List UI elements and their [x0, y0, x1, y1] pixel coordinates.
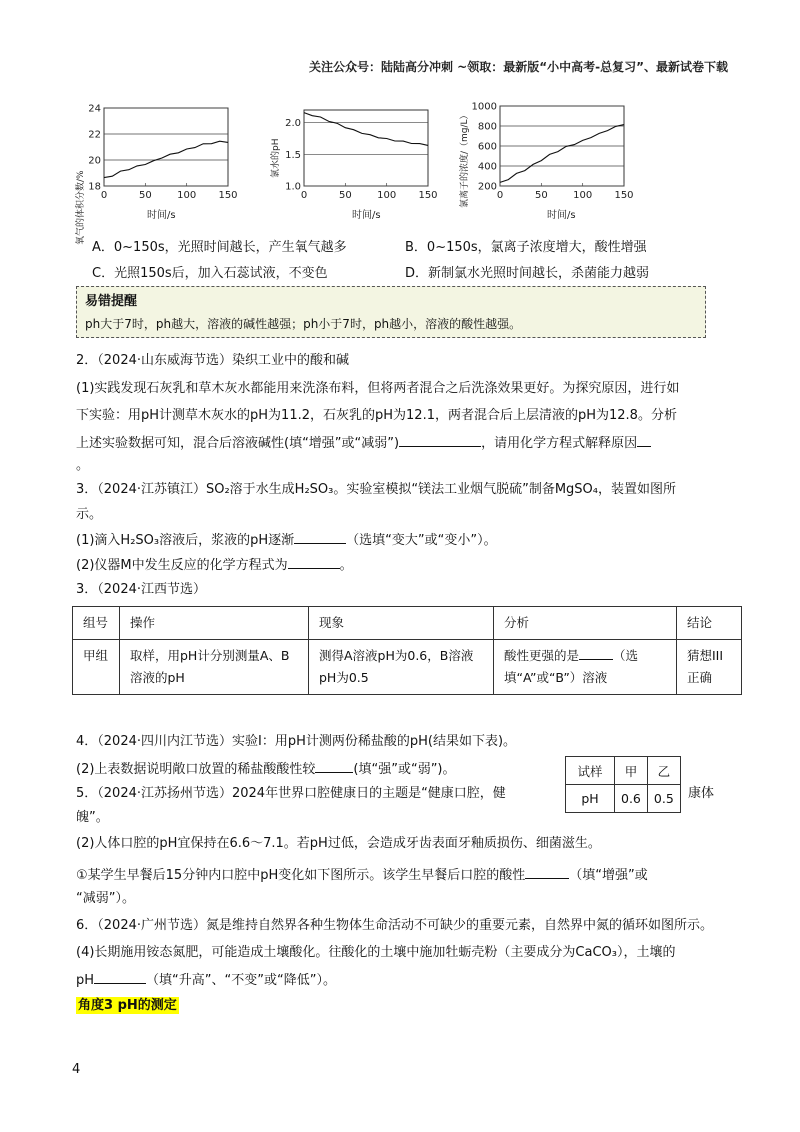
error-tip-box — [76, 286, 706, 338]
chloride-ylabel: 氯离子的浓度/（mg/L） — [460, 110, 470, 208]
q4-line1 — [76, 760, 456, 778]
oxygen-ytick-label: 22 — [88, 129, 101, 141]
q3b-title: 3．（2024·江西节选） — [76, 582, 206, 597]
q2-line4: 。 — [76, 458, 90, 473]
q4-line1-text-b: (填“强”或“弱”)。 — [353, 762, 456, 777]
tip-title: 易错提醒 — [85, 294, 138, 309]
tip-text: ph大于7时，ph越大，溶液的碱性越强；ph小于7时，ph越小，溶液的酸性越强。 — [85, 317, 522, 331]
oxygen-xtick-label: 0 — [100, 190, 108, 201]
oxygen-ylabel: 氧气的体积分数/% — [76, 170, 86, 245]
q2-blank-1[interactable] — [399, 434, 481, 447]
header-analysis: 分析 — [494, 607, 677, 640]
q2-blank-2[interactable] — [637, 434, 651, 447]
sample-header: 试样 — [566, 757, 615, 785]
header-conclusion: 结论 — [677, 607, 742, 640]
option-c: C．光照150s后，加入石蕊试液，不变色 — [92, 266, 328, 281]
sample-b-ph: 0.5 — [647, 785, 680, 813]
oxygen-xtick-label: 50 — [138, 190, 152, 201]
angle-highlight: 角度3 pH的测定 — [78, 998, 177, 1013]
ph-xtick-label: 0 — [300, 190, 308, 201]
page-number: 4 — [72, 1062, 81, 1077]
analysis-blank[interactable] — [579, 647, 613, 660]
option-d: D．新制氯水光照时间越长，杀菌能力越弱 — [405, 266, 650, 281]
page-header: 关注公众号：陆陆高分冲刺 ~领取：最新版“小中高考-总复习”、最新试卷下载 — [309, 60, 728, 74]
ph-chart-svg — [264, 100, 444, 225]
chloride-ytick-label: 200 — [477, 181, 497, 193]
q4-blank[interactable] — [315, 760, 353, 773]
chloride-xtick-label: 0 — [496, 190, 504, 201]
ph-xtick-label: 50 — [338, 190, 352, 201]
oxygen-xlabel: 时间/s — [147, 210, 176, 221]
q2-line3 — [76, 434, 651, 452]
q3a-line2 — [76, 556, 353, 574]
cell-phenomenon: 测得A溶液pH为0.6，B溶液pH为0.5 — [309, 640, 494, 695]
q2-line1: (1)实践发现石灰乳和草木灰水都能用来洗涤布料，但将两者混合之后洗涤效果更好。为探究原因，进行如 — [76, 381, 680, 396]
q5-blank[interactable] — [525, 866, 569, 879]
q5-title-end: 魄”。 — [76, 810, 109, 825]
q6-line2-text-a: pH — [76, 973, 95, 988]
oxygen-chart — [72, 100, 242, 245]
sample-b-header: 乙 — [647, 757, 680, 785]
chloride-chart-svg — [455, 96, 640, 226]
option-b: B．0~150s，氯离子浓度增大，酸性增强 — [405, 240, 647, 255]
chloride-chart — [455, 96, 640, 226]
sample-a-ph: 0.6 — [615, 785, 648, 813]
oxygen-ytick-label: 20 — [88, 155, 101, 167]
q5-line2 — [76, 866, 648, 884]
q3a-line1-text-a: (1)滴入H₂SO₃溶液后，浆液的pH逐渐 — [76, 533, 295, 548]
option-a: A．0~150s，光照时间越长，产生氧气越多 — [92, 240, 347, 255]
oxygen-xtick-label: 100 — [177, 190, 197, 201]
ph-sample-table — [565, 756, 681, 813]
q3a-line1 — [76, 531, 497, 549]
q6-title: 6．（2024·广州节选）氮是维持自然界各种生物体生命活动不可缺少的重要元素，自然界中氮的循环如图所示。 — [76, 918, 713, 933]
sample-a-header: 甲 — [615, 757, 648, 785]
header-phenomenon: 现象 — [309, 607, 494, 640]
header-group: 组号 — [73, 607, 120, 640]
q5-title-overflow: 康体 — [688, 786, 715, 801]
q3a-title: 3．（2024·江苏镇江）SO₂溶于水生成H₂SO₃。实验室模拟“镁法工业烟气脱硫”制备MgSO₄，装置如图所 — [76, 482, 676, 497]
q6-blank[interactable] — [94, 971, 146, 984]
ph-ytick-label: 2.0 — [285, 118, 301, 130]
q4-title: 4．（2024·四川内江节选）实验Ⅰ：用pH计测两份稀盐酸的pH(结果如下表)。 — [76, 734, 517, 749]
q2-line2: 下实验：用pH计测草木灰水的pH为11.2，石灰乳的pH为12.1，两者混合后上层清液的pH为12.8。分析 — [76, 408, 677, 423]
chloride-ytick-label: 1000 — [471, 101, 497, 113]
q5-line3: “减弱”）。 — [76, 891, 135, 906]
q2-line3-text-b: ，请用化学方程式解释原因 — [481, 436, 638, 451]
chloride-ytick-label: 400 — [477, 161, 497, 173]
q3a-blank-1[interactable] — [294, 531, 346, 544]
chloride-xtick-label: 100 — [573, 190, 593, 201]
ph-ytick-label: 1.5 — [285, 149, 301, 161]
chloride-xtick-label: 50 — [534, 190, 548, 201]
ph-chart — [264, 100, 444, 225]
cell-group: 甲组 — [73, 640, 120, 695]
q4-line1-text-a: (2)上表数据说明敞口放置的稀盐酸酸性较 — [76, 762, 316, 777]
angle-heading — [76, 998, 179, 1014]
chloride-ytick-label: 800 — [477, 121, 497, 133]
q5-line1: (2)人体口腔的pH宜保持在6.6～7.1。若pH过低，会造成牙齿表面牙釉质损伤、细菌滋生。 — [76, 836, 601, 851]
ph-sample-header-row — [566, 757, 681, 785]
oxygen-ytick-label: 18 — [88, 181, 101, 193]
q3a-title2: 示。 — [76, 507, 103, 522]
q6-line2 — [76, 971, 336, 989]
chloride-xtick-label: 150 — [614, 190, 634, 201]
ph-xtick-label: 100 — [377, 190, 397, 201]
q3a-line2-text-a: (2)仪器M中发生反应的化学方程式为 — [76, 558, 288, 573]
q5-title: 5．（2024·江苏扬州节选）2024年世界口腔健康日的主题是“健康口腔，健 — [76, 786, 506, 801]
ph-label: pH — [566, 785, 615, 813]
q5-line2-text-b: （填“增强”或 — [569, 868, 648, 883]
oxygen-xtick-label: 150 — [218, 190, 238, 201]
experiment-table-row — [73, 640, 742, 695]
experiment-table-header-row — [73, 607, 742, 640]
ph-ylabel: 氯水的pH — [271, 138, 281, 178]
q2-line3-text-a: 上述实验数据可知，混合后溶液碱性(填“增强”或“减弱”) — [76, 436, 400, 451]
q2-title: 2．（2024·山东威海节选）染织工业中的酸和碱 — [76, 353, 349, 368]
q3a-line1-text-b: （选填“变大”或“变小”）。 — [346, 533, 497, 548]
cell-conclusion: 猜想III正确 — [677, 640, 742, 695]
header-operation: 操作 — [120, 607, 309, 640]
cell-analysis-text-a: 酸性更强的是 — [504, 648, 580, 663]
ph-ytick-label: 1.0 — [285, 181, 301, 193]
q3a-line2-text-b: 。 — [339, 558, 353, 573]
cell-operation: 取样，用pH计分别测量A、B溶液的pH — [120, 640, 309, 695]
oxygen-chart-svg — [72, 100, 242, 245]
q5-line2-text-a: ①某学生早餐后15分钟内口腔中pH变化如下图所示。该学生早餐后口腔的酸性 — [76, 868, 526, 883]
cell-analysis-text-b: （选填“A”或“B”）溶液 — [504, 648, 639, 685]
ph-xlabel: 时间/s — [352, 210, 381, 221]
ph-sample-value-row — [566, 785, 681, 813]
cell-analysis — [494, 640, 677, 695]
oxygen-ytick-label: 24 — [88, 103, 101, 115]
q3a-blank-2[interactable] — [288, 556, 340, 569]
experiment-table — [72, 606, 742, 695]
chloride-ytick-label: 600 — [477, 141, 497, 153]
q6-line1: (4)长期施用铵态氮肥，可能造成土壤酸化。往酸化的土壤中施加牡蛎壳粉（主要成分为CaCO₃），土壤的 — [76, 945, 676, 960]
ph-xtick-label: 150 — [418, 190, 438, 201]
chloride-xlabel: 时间/s — [547, 210, 576, 221]
q6-line2-text-b: （填“升高”、“不变”或“降低”）。 — [146, 973, 336, 988]
